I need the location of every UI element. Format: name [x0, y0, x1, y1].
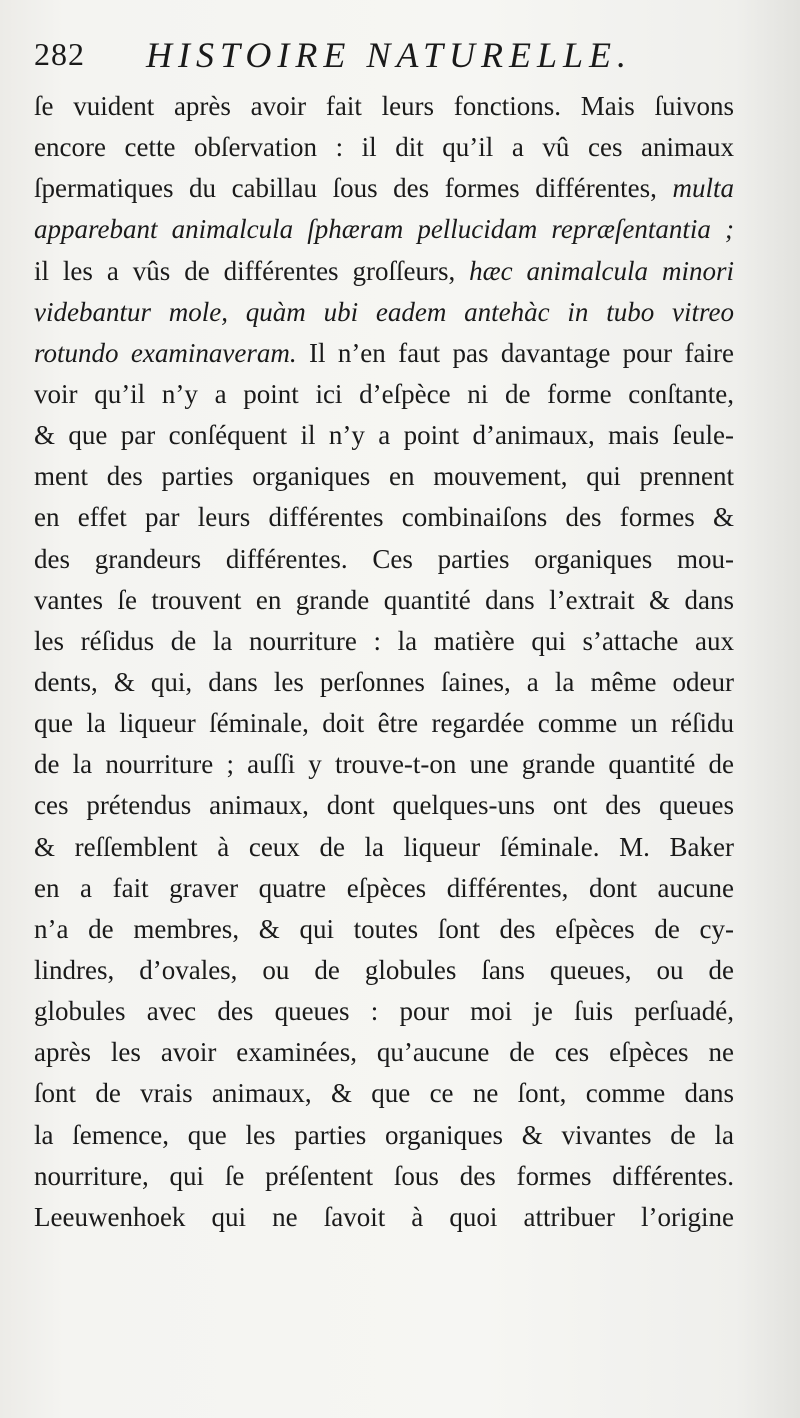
text-line — [34, 1032, 734, 1073]
text-segment: ſpermatiques du cabillau ſous des formes différentes, — [34, 173, 673, 204]
text-segment: en a fait graver quatre eſpèces différentes, dont aucune — [34, 872, 734, 903]
text-segment: dents, & qui, dans les perſonnes ſaines, a la même odeur — [34, 666, 734, 697]
italic-latin-text: hæc animalcula minori — [469, 255, 734, 286]
text-segment: & que par conſéquent il n’y a point d’animaux, mais ſeule- — [34, 420, 734, 451]
text-segment: ces prétendus animaux, dont quelques-uns ont des queues — [34, 790, 734, 821]
text-line — [34, 621, 734, 662]
text-line — [34, 991, 734, 1032]
text-line — [34, 415, 734, 456]
text-segment: il les a vûs de différentes groſſeurs, — [34, 255, 470, 286]
text-line — [34, 127, 734, 168]
text-line — [34, 456, 734, 497]
text-line — [34, 662, 734, 703]
text-line — [34, 703, 734, 744]
text-line — [34, 251, 734, 292]
text-line — [34, 950, 734, 991]
text-segment: ſont de vrais animaux, & que ce ne ſont, comme dans — [34, 1078, 734, 1109]
text-segment: & reſſemblent à ceux de la liqueur ſéminale. M. Baker — [34, 831, 734, 862]
text-line — [34, 497, 734, 538]
italic-latin-text: multa — [672, 173, 734, 204]
text-line — [34, 744, 734, 785]
text-segment: n’a de membres, & qui toutes ſont des eſpèces de cy- — [34, 913, 734, 944]
text-line — [34, 580, 734, 621]
page-number: 282 — [34, 36, 85, 72]
text-segment: la ſemence, que les parties organiques & vivantes de la — [34, 1119, 734, 1150]
text-segment: encore cette obſervation : il dit qu’il a vû ces animaux — [34, 132, 734, 163]
text-segment: que la liqueur ſéminale, doit être regardée comme un réſidu — [34, 708, 734, 739]
text-line — [34, 374, 734, 415]
text-segment: ment des parties organiques en mouvement, qui prennent — [34, 461, 734, 492]
italic-latin-text: rotundo examinaveram. — [34, 337, 297, 368]
text-line — [34, 333, 734, 374]
text-segment: globules avec des queues : pour moi je ſuis perſuadé, — [34, 996, 734, 1027]
text-segment: voir qu’il n’y a point ici d’eſpèce ni de forme conſtante, — [34, 378, 734, 409]
text-segment: nourriture, qui ſe préſentent ſous des formes différentes. — [34, 1160, 734, 1191]
text-line — [34, 168, 734, 209]
text-line — [34, 86, 734, 127]
text-line — [34, 539, 734, 580]
text-line — [34, 785, 734, 826]
text-segment: les réſidus de la nourriture : la matière qui s’attache aux — [34, 625, 734, 656]
text-line — [34, 1197, 734, 1238]
italic-latin-text: videbantur mole, quàm ubi eadem antehàc in tubo vitreo — [34, 296, 734, 327]
text-line — [34, 868, 734, 909]
text-segment: des grandeurs différentes. Ces parties organiques mou- — [34, 543, 734, 574]
text-line — [34, 1115, 734, 1156]
body-text — [34, 86, 734, 1238]
italic-latin-text: apparebant animalcula ſphæram pellucidam repræſentantia ; — [34, 214, 734, 245]
text-segment: vantes ſe trouvent en grande quantité dans l’extrait & dans — [34, 584, 734, 615]
text-segment: Il n’en faut pas davantage pour faire — [296, 337, 734, 368]
text-line — [34, 909, 734, 950]
text-segment: ſe vuident après avoir fait leurs fonctions. Mais ſuivons — [34, 91, 734, 121]
text-segment: en effet par leurs différentes combinaiſons des formes & — [34, 502, 734, 533]
text-line — [34, 209, 734, 250]
text-line — [34, 827, 734, 868]
text-line — [34, 1156, 734, 1197]
text-line — [34, 292, 734, 333]
text-segment: de la nourriture ; auſſi y trouve-t-on une grande quantité de — [34, 749, 734, 780]
text-segment: après les avoir examinées, qu’aucune de ces eſpèces ne — [34, 1037, 734, 1068]
text-segment: Leeuwenhoek qui ne ſavoit à quoi attribuer l’origine — [34, 1201, 734, 1232]
text-segment: lindres, d’ovales, ou de globules ſans queues, ou de — [34, 954, 734, 985]
text-line — [34, 1073, 734, 1114]
running-title: HISTOIRE NATURELLE. — [146, 35, 633, 75]
page-header — [34, 30, 754, 80]
